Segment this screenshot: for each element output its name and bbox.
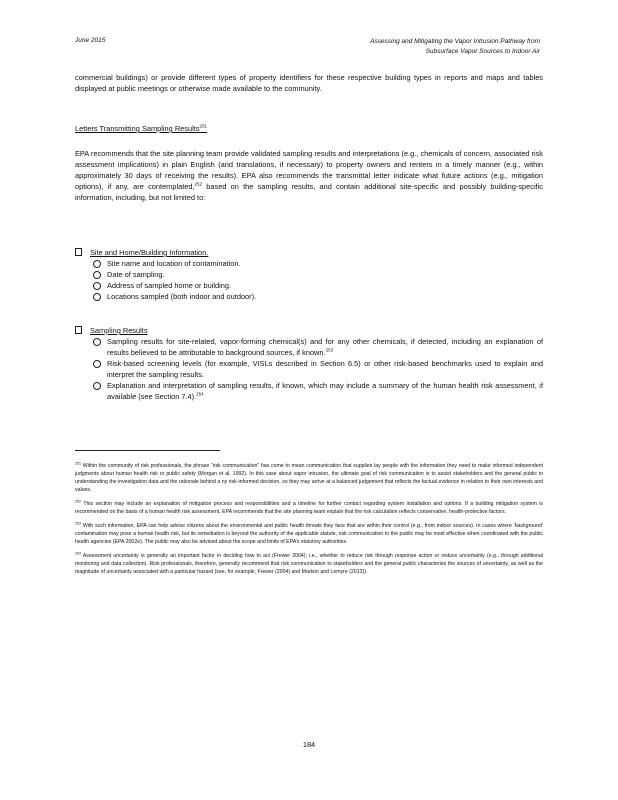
- list-item-text: Site name and location of contamination.: [107, 259, 241, 268]
- main-paragraph: [75, 148, 543, 203]
- footnote-number: 252: [75, 499, 81, 504]
- sampling-results-list-title: [75, 325, 543, 336]
- footnote-separator: [75, 450, 220, 451]
- circle-bullet-icon: [93, 271, 101, 279]
- circle-bullet-icon: [93, 260, 101, 268]
- main-paragraph-part1: EPA recommends that the site planning team provide validated sampling results and interpretations (e.g., chemicals of concern, associated risk assessment implications) in plain English (and translations, if necessary) to property owners and renters in a timely manner (e.g., within approximately 30 days of receiving the results). EPA also recommends the transmittal letter indicate what future actions (e.g., mitigation options), if any, are contemplated,: [75, 149, 543, 191]
- site-info-list: [75, 247, 543, 302]
- circle-bullet-icon: [93, 282, 101, 290]
- site-info-title-text: Site and Home/Building Information.: [90, 248, 209, 257]
- list-item-text: Address of sampled home or building.: [107, 281, 232, 290]
- circle-bullet-icon: [93, 338, 101, 346]
- footnote-text: This section may include an explanation of mitigation process and responsibilities and a timeline for further contact regarding system installation and options. If a building mitigation system is recommended on the basis of a human health risk assessment, EPA recommends that the site planning team explain that the risk calculation reflects conservative, health-protective factors.: [75, 501, 543, 515]
- main-paragraph-part2: based on the sampling results, and contain additional site-specific and possibly building-specific information, including, but not limited to:: [75, 182, 543, 202]
- footnote-252: [75, 500, 543, 516]
- footnote-number: 251: [75, 461, 81, 466]
- footnote-text: Assessment uncertainty is generally an important factor in deciding how to act (Frewer 2004); i.e., whether to reduce risk through response action or reduce uncertainty (e.g., through additional monitoring and data collection). Risk professionals, therefore, generally recommend that risk communication to stakeholders and the general public characterize the sources of uncertainty, as well as the magnitude of uncertainty associated with a particular hazard (see, for example, Frewer (2004) and Markon and Lemyre (2013)).: [75, 553, 544, 575]
- list-item: [90, 258, 543, 269]
- intro-paragraph: commercial buildings) or provide different types of property identifiers for these respective building types in reports and maps and tables displayed at public meetings or otherwise made available to the community.: [75, 73, 543, 93]
- checkbox-bullet-icon: [75, 248, 82, 256]
- footnote-text: With such information, EPA can help advise citizens about the environmental and public health threats they face that are within their control (e.g., from indoor sources). In cases where ‘background’ contamination may pose a human health risk, but its remediation is beyond the authority of the applicable statute, risk communication to the public may be most effective when coordinated with the public health agencies (EPA 2002e). The public may also be advised about the scope and limits of EPA’s statutory authorities.: [75, 523, 543, 545]
- running-header-date: June 2015: [75, 37, 106, 44]
- footnotes: [75, 462, 543, 582]
- intro-paragraph-block: [75, 72, 543, 94]
- circle-bullet-icon: [93, 360, 101, 368]
- footnote-number: 254: [75, 551, 81, 556]
- running-header-title-line1: Assessing and Mitigating the Vapor Intrusion Pathway from: [370, 38, 540, 45]
- list-item: [90, 269, 543, 280]
- running-header-title: [370, 37, 540, 57]
- footnote-text: Within the community of risk professionals, the phrase “risk communication” has come to mean communication that supplies lay people with the information they need to make informed independent judgments about human health risk or public safety (Morgan et al. 1992). In this case about vapor intrusion, the ultimate goal of risk communication is to assist stakeholders and the general public in understanding the investigation data and the rationale behind a ny risk-informed decision, so they may arrive at a balanced judgement that reflects the factual evidence in relation to their own interests and values.: [75, 463, 543, 493]
- list-item-text: Explanation and interpretation of sampling results, if known, which may include a summary of the human health risk assessment, if available (see Section 7.4).: [107, 381, 543, 401]
- circle-bullet-icon: [93, 293, 101, 301]
- footnote-251: [75, 462, 543, 494]
- checkbox-bullet-icon: [75, 326, 82, 334]
- section-heading-text: Letters Transmitting Sampling Results: [75, 124, 200, 133]
- sampling-results-list: [75, 325, 543, 402]
- list-item-text: Date of sampling.: [107, 270, 165, 279]
- sampling-results-title-text: Sampling Results: [90, 326, 148, 335]
- circle-bullet-icon: [93, 382, 101, 390]
- list-item-text: Risk-based screening levels (for example, VISLs described in Section 6.5) or other risk-based benchmarks used to explain and interpret the sampling results.: [107, 359, 543, 379]
- footnote-ref-254[interactable]: 254: [196, 391, 204, 397]
- list-item: [90, 358, 543, 380]
- footnote-ref-252[interactable]: 252: [194, 181, 203, 187]
- footnote-253: [75, 522, 543, 546]
- footnote-ref-251[interactable]: 251: [199, 123, 207, 129]
- footnote-number: 253: [75, 521, 81, 526]
- list-item-text: Sampling results for site-related, vapor-forming chemical(s) and for any other chemicals, if detected, including an explanation of results believed to be attributable to background sources, if known.: [107, 337, 543, 357]
- running-header-title-line2: Subsurface Vapor Sources to Indoor Air: [425, 48, 540, 55]
- list-item: [90, 280, 543, 291]
- main-paragraph-block: [75, 148, 543, 203]
- page-number: 184: [302, 740, 316, 749]
- site-info-list-title: [75, 247, 543, 258]
- section-heading: [75, 123, 543, 134]
- sampling-results-items: [75, 336, 543, 402]
- footnote-ref-253[interactable]: 253: [325, 347, 334, 353]
- list-item: [90, 336, 543, 358]
- list-item: [90, 380, 543, 402]
- footnote-254: [75, 552, 543, 576]
- list-item: [90, 291, 543, 302]
- list-item-text: Locations sampled (both indoor and outdoor).: [107, 292, 257, 301]
- site-info-items: [75, 258, 543, 302]
